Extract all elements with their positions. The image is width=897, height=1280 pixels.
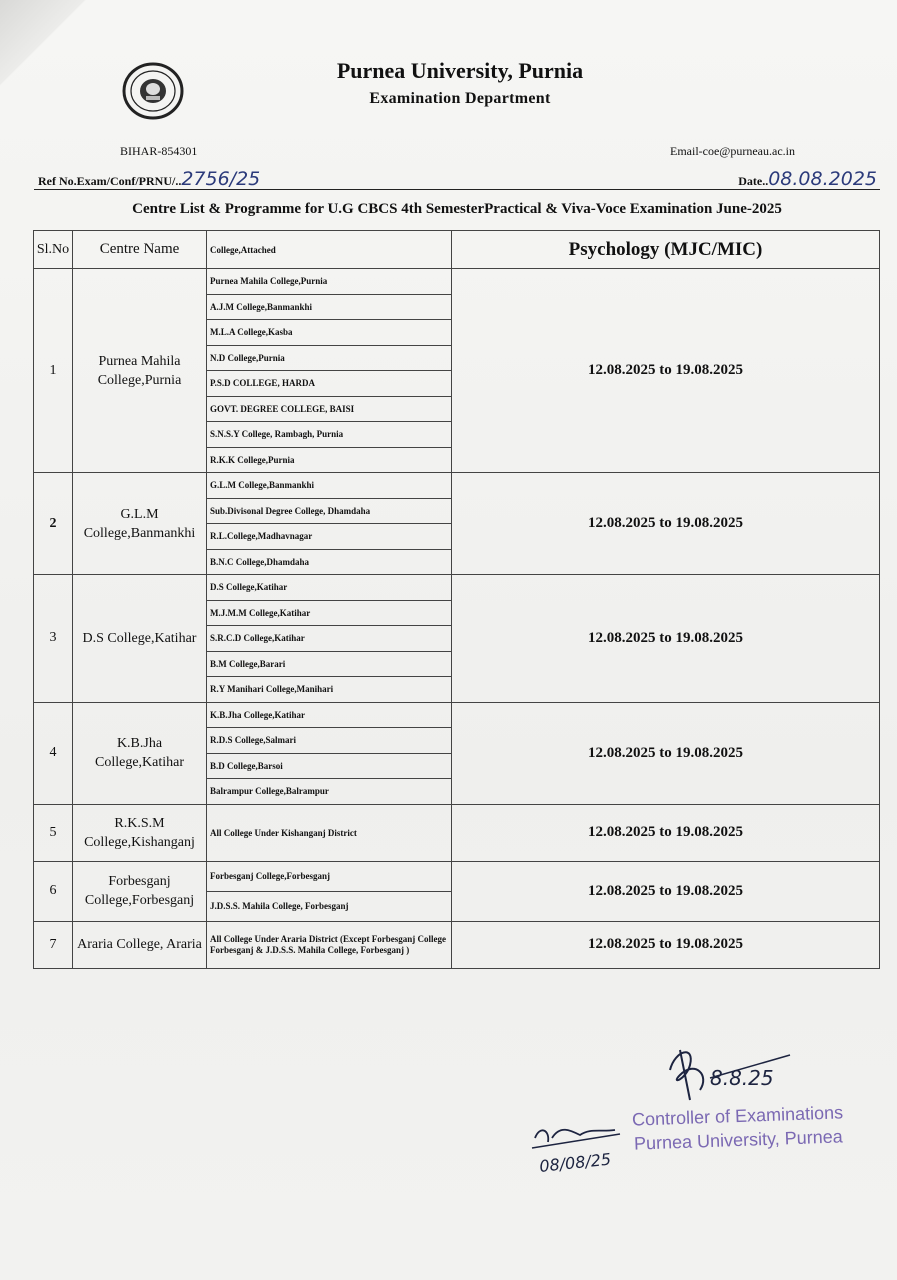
row-dates: 12.08.2025 to 19.08.2025 <box>452 702 880 804</box>
row-centre: Forbesganj College,Forbesganj <box>73 861 207 921</box>
row-centre: R.K.S.M College,Kishanganj <box>73 804 207 861</box>
reference-number <box>38 168 260 190</box>
row-sl: 7 <box>34 921 73 968</box>
department-name: Examination Department <box>369 90 551 107</box>
row-college: B.M College,Barari <box>207 651 452 677</box>
header-divider <box>34 189 880 190</box>
page-fold-shadow <box>0 0 120 120</box>
row-college: J.D.S.S. Mahila College, Forbesganj <box>207 891 452 921</box>
row-college: D.S College,Katihar <box>207 575 452 601</box>
controller-stamp-title: Controller of Examinations <box>631 1102 844 1130</box>
row-centre: Araria College, Araria <box>73 921 207 968</box>
row-centre: G.L.M College,Banmankhi <box>73 473 207 575</box>
row-college: Balrampur College,Balrampur <box>207 779 452 805</box>
centre-programme-table <box>33 230 880 969</box>
header-subject: Psychology (MJC/MIC) <box>452 231 880 269</box>
row-dates: 12.08.2025 to 19.08.2025 <box>452 269 880 473</box>
reference-handwritten: 2756/25 <box>181 168 261 190</box>
row-college: Purnea Mahila College,Purnia <box>207 269 452 295</box>
row-college: All College Under Kishanganj District <box>207 804 452 861</box>
table-row <box>34 269 880 295</box>
header-sl-no: Sl.No <box>34 231 73 269</box>
row-centre: K.B.Jha College,Katihar <box>73 702 207 804</box>
date-label: Date.. <box>738 174 769 188</box>
row-sl: 6 <box>34 861 73 921</box>
row-centre: D.S College,Katihar <box>73 575 207 703</box>
row-college: Sub.Divisonal Degree College, Dhamdaha <box>207 498 452 524</box>
controller-stamp-university: Purnea University, Purnea <box>633 1126 844 1154</box>
email-address: Email-coe@purneau.ac.in <box>670 144 795 158</box>
row-dates: 12.08.2025 to 19.08.2025 <box>452 804 880 861</box>
row-college: All College Under Araria District (Except Forbesganj College Forbesganj & J.D.S.S. Mahila College, Forbesganj ) <box>207 921 452 968</box>
row-sl: 5 <box>34 804 73 861</box>
row-college: K.B.Jha College,Katihar <box>207 702 452 728</box>
row-dates: 12.08.2025 to 19.08.2025 <box>452 861 880 921</box>
row-college: M.L.A College,Kasba <box>207 320 452 346</box>
row-centre: Purnea Mahila College,Purnia <box>73 269 207 473</box>
programme-title: Centre List & Programme for U.G CBCS 4th SemesterPractical & Viva-Voce Examination June-2025 <box>132 201 782 217</box>
initials-date: 08/08/25 <box>538 1149 612 1176</box>
table-row <box>34 804 880 861</box>
header-centre-name: Centre Name <box>73 231 207 269</box>
reference-label: Ref No.Exam/Conf/PRNU/.. <box>38 174 182 188</box>
row-college: GOVT. DEGREE COLLEGE, BAISI <box>207 396 452 422</box>
row-college: M.J.M.M College,Katihar <box>207 600 452 626</box>
university-name: Purnea University, Purnia <box>336 58 584 83</box>
row-college: Forbesganj College,Forbesganj <box>207 861 452 891</box>
document-date <box>738 168 877 190</box>
row-college: R.D.S College,Salmari <box>207 728 452 754</box>
row-college: R.L.College,Madhavnagar <box>207 524 452 550</box>
row-sl: 3 <box>34 575 73 703</box>
university-seal-logo <box>122 62 184 120</box>
row-sl: 2 <box>34 473 73 575</box>
row-dates: 12.08.2025 to 19.08.2025 <box>452 473 880 575</box>
row-college: N.D College,Purnia <box>207 345 452 371</box>
row-dates: 12.08.2025 to 19.08.2025 <box>452 921 880 968</box>
table-header-row <box>34 231 880 269</box>
date-handwritten: 08.08.2025 <box>768 168 877 190</box>
signature-date: 8.8.25 <box>710 1066 774 1090</box>
row-college: G.L.M College,Banmankhi <box>207 473 452 499</box>
row-college: S.R.C.D College,Katihar <box>207 626 452 652</box>
row-sl: 4 <box>34 702 73 804</box>
row-college: S.N.S.Y College, Rambagh, Purnia <box>207 422 452 448</box>
row-college: B.D College,Barsoi <box>207 753 452 779</box>
table-row <box>34 473 880 499</box>
header-college-attached: College,Attached <box>207 231 452 269</box>
row-college: R.Y Manihari College,Manihari <box>207 677 452 703</box>
row-college: P.S.D COLLEGE, HARDA <box>207 371 452 397</box>
row-college: B.N.C College,Dhamdaha <box>207 549 452 575</box>
row-college: R.K.K College,Purnia <box>207 447 452 473</box>
table-body <box>34 269 880 969</box>
pin-code: BIHAR-854301 <box>120 144 198 158</box>
table-row <box>34 921 880 968</box>
row-dates: 12.08.2025 to 19.08.2025 <box>452 575 880 703</box>
table-row <box>34 861 880 891</box>
table-row <box>34 702 880 728</box>
row-sl: 1 <box>34 269 73 473</box>
row-college: A.J.M College,Banmankhi <box>207 294 452 320</box>
table-row <box>34 575 880 601</box>
